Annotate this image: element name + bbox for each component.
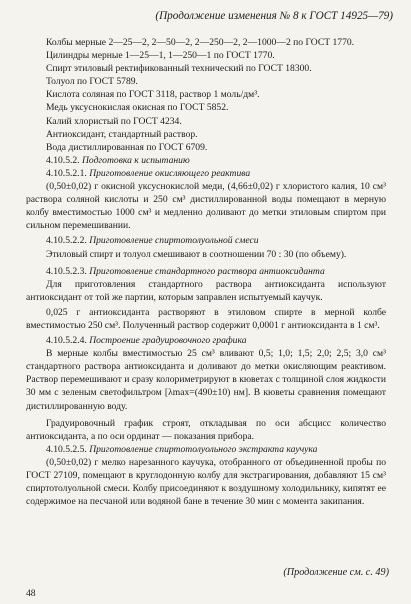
section-heading-4-10-5-2 — [26, 154, 386, 167]
equipment-line: Колбы мерные 2—25—2, 2—50—2, 2—250—2, 2—1000—2 по ГОСТ 1770. — [46, 37, 355, 48]
section-title: Подготовка к испытанию — [81, 154, 190, 166]
section-number: 4.10.5.2.4. — [46, 335, 87, 347]
reagent-line: Вода дистиллированная по ГОСТ 6709. — [46, 141, 208, 153]
section-heading-4-10-5-2-4 — [26, 334, 386, 347]
section-heading-4-10-5-2-3 — [26, 265, 386, 278]
section-heading-4-10-5-2-5 — [26, 443, 386, 456]
paragraph-calibration-1: В мерные колбы вместимостью 25 см³ вливают 0,5; 1,0; 1,5; 2,0; 2,5; 3,0 см³ стандартного раствора антиоксиданта и доливают до метки окисляющим реактивом. Раствор перемешивают и сразу колориметрируют в кюветах с толщиной слоя жидкости 30 мм с зеленым светофильтром [λmax=(490±10) нм]. В кюветы сравнения помещают дистиллированную воду. — [26, 348, 386, 412]
reagent-line: Калий хлористый по ГОСТ 4234. — [46, 115, 182, 127]
page-number: 48 — [26, 588, 36, 599]
reagent-line: Медь уксуснокислая окисная по ГОСТ 5852. — [46, 102, 229, 114]
paragraph-oxidizing-reagent: (0,50±0,02) г окисной уксуснокислой меди, (4,66±0,02) г хлористого калия, 10 см³ раствора соляной кислоты и 250 см³ дистиллированной воды помещают в мерную колбу вместимостью 1000 см³ и медленно доливают до метки этиловым спиртом при сильном перемешивании. — [26, 181, 386, 232]
paragraph-extract: (0,50±0,02) г мелко нарезанного каучука, отобранного от объединенной пробы по ГОСТ 27109, помещают в круглодонную колбу для экстрагирования, добавляют 15 см³ спиртотолуольной смеси. Колбу присоединяют к воздушному холодильнику, кипятят ее содержимое на песчаной или водяной бане в течение 30 мин с момента закипания. — [26, 456, 386, 508]
section-title: Приготовление стандартного раствора антиоксиданта — [89, 265, 325, 277]
paragraph-solvent-mixture: Этиловый спирт и толуол смешивают в соотношении 70 : 30 (по объему). — [46, 248, 347, 260]
reagent-line: Толуол по ГОСТ 5789. — [46, 76, 138, 88]
section-number: 4.10.5.2.1. — [46, 167, 87, 179]
paragraph-standard-solution-1: Для приготовления стандартного раствора антиоксиданта используют антиоксидант от той же партии, которым заправлен испытуемый каучук. — [26, 278, 386, 303]
reagent-line: Антиоксидант, стандартный раствор. — [46, 128, 198, 140]
section-number: 4.10.5.2.5. — [46, 443, 87, 455]
section-title: Приготовление спиртотолуольной смеси — [89, 235, 259, 247]
document-body — [26, 36, 386, 508]
section-number: 4.10.5.2.2. — [46, 235, 87, 247]
reagent-line: Спирт этиловый ректификованный технический по ГОСТ 18300. — [46, 63, 312, 75]
reagent-line: Кислота соляная по ГОСТ 3118, раствор 1 моль/дм³. — [46, 89, 260, 101]
page-header: (Продолжение изменения № 8 к ГОСТ 14925—79) — [155, 10, 393, 22]
section-title: Приготовление спиртотолуольного экстракта каучука — [89, 443, 318, 455]
paragraph-calibration-2: Градуировочный график строят, откладывая по оси абсцисс количество антиоксиданта, а по оси ординат — показания прибора. — [26, 417, 386, 442]
section-number: 4.10.5.2.3. — [46, 265, 87, 277]
continuation-note: (Продолжение см. с. 49) — [283, 567, 389, 578]
section-heading-4-10-5-2-2 — [26, 234, 386, 247]
equipment-line: Цилиндры мерные 1—25—1, 1—250—1 по ГОСТ 1770. — [46, 50, 275, 62]
section-title: Построение градуировочного графика — [89, 335, 247, 347]
section-heading-4-10-5-2-1 — [26, 167, 386, 180]
section-number: 4.10.5.2. — [46, 154, 80, 166]
section-title: Приготовление окисляющего реактива — [89, 167, 251, 179]
paragraph-standard-solution-2: 0,025 г антиоксиданта растворяют в этиловом спирте в мерной колбе вместимостью 250 см³. Полученный раствор содержит 0,0001 г антиоксиданта в 1 см³. — [26, 306, 386, 331]
